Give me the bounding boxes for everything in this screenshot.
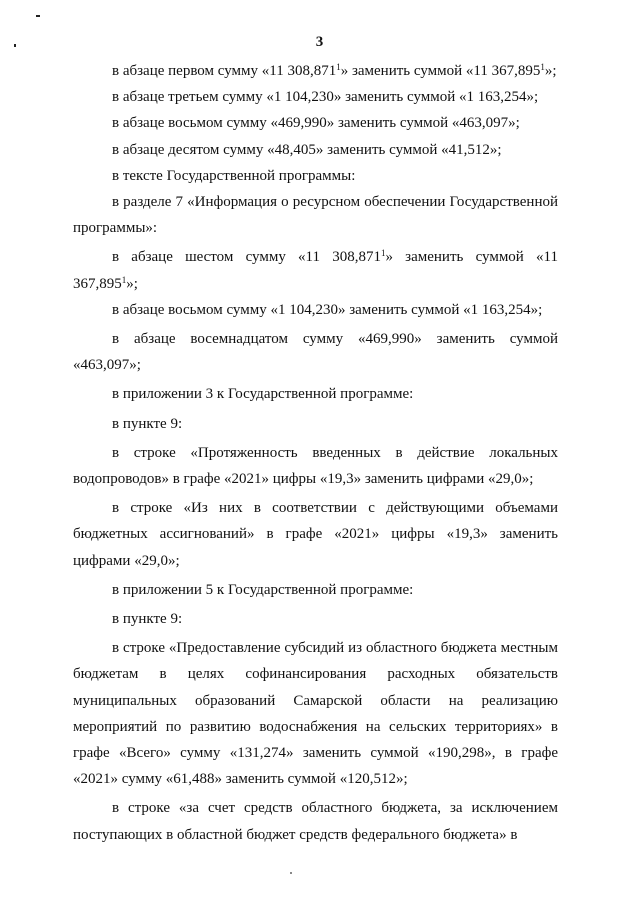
footnote-mark: 1 xyxy=(121,274,127,285)
text-segment: в строке «Из них в соответствии с действующими объемами бюджетных ассигнований» в графе «2021» цифры «19,3» заменить цифрами «29,0»; xyxy=(73,500,558,569)
paragraph xyxy=(73,297,558,323)
text-segment: в абзаце десятом сумму «48,405» заменить суммой «41,512»; xyxy=(112,141,502,158)
paragraph xyxy=(73,440,558,492)
text-segment: » заменить суммой «11 367,895 xyxy=(340,63,541,79)
scan-artifact xyxy=(290,872,292,874)
text-segment: в абзаце первом сумму «11 308,871 xyxy=(112,63,337,79)
text-segment: »; xyxy=(544,63,557,79)
paragraph xyxy=(73,381,558,407)
page-number: 3 xyxy=(315,34,324,50)
text-segment: в абзаце восьмом сумму «1 104,230» заменить суммой «1 163,254»; xyxy=(112,301,543,318)
text-segment: в абзаце шестом сумму «11 308,871 xyxy=(112,249,381,266)
document-body xyxy=(73,58,558,848)
paragraph xyxy=(73,58,558,84)
text-segment: в абзаце восьмом сумму «469,990» заменить суммой «463,097»; xyxy=(112,115,520,132)
paragraph xyxy=(73,577,558,603)
paragraph xyxy=(73,163,558,189)
text-segment: в пункте 9: xyxy=(112,611,183,628)
paragraph xyxy=(73,326,558,378)
text-segment: в приложении 3 к Государственной программе: xyxy=(112,386,414,403)
paragraph xyxy=(73,137,558,163)
text-segment: в абзаце третьем сумму «1 104,230» заменить суммой «1 163,254»; xyxy=(112,89,539,106)
scan-artifact xyxy=(36,15,40,17)
text-segment: » заменить суммой «11 367,895 xyxy=(73,249,558,292)
footnote-mark: 1 xyxy=(336,62,341,72)
paragraph xyxy=(73,795,558,847)
paragraph xyxy=(73,606,558,632)
text-segment: в строке «за счет средств областного бюджета, за исключением поступающих в областной бюджет средств федерального бюджета» в xyxy=(73,800,558,843)
paragraph xyxy=(73,244,558,296)
paragraph xyxy=(73,635,558,792)
paragraph xyxy=(73,411,558,437)
paragraph xyxy=(73,495,558,574)
text-segment: в строке «Предоставление субсидий из областного бюджета местным бюджетам в целях софинансирования расходных обязательств муниципальных образований Самарской области на реализацию мероприятий по развитию водоснабжения на сельских территориях» в графе «Всего» сумму «131,274» заменить суммой «190,298», в графе «2021» сумму «61,488» заменить суммой «120,512»; xyxy=(73,640,558,788)
text-segment: »; xyxy=(126,275,138,292)
text-segment: в разделе 7 «Информация о ресурсном обеспечении Государственной программы»: xyxy=(73,194,558,237)
paragraph xyxy=(73,189,558,241)
paragraph xyxy=(73,110,558,136)
text-segment: в строке «Протяженность введенных в действие локальных водопроводов» в графе «2021» цифры «19,3» заменить цифрами «29,0»; xyxy=(73,444,558,488)
footnote-mark: 1 xyxy=(540,62,545,72)
text-segment: в пункте 9: xyxy=(112,415,183,432)
text-segment: в тексте Государственной программы: xyxy=(112,167,356,184)
paragraph xyxy=(73,84,558,110)
text-segment: в приложении 5 к Государственной программе: xyxy=(112,581,414,598)
footnote-mark: 1 xyxy=(380,248,386,259)
text-segment: в абзаце восемнадцатом сумму «469,990» заменить суммой «463,097»; xyxy=(73,331,558,374)
